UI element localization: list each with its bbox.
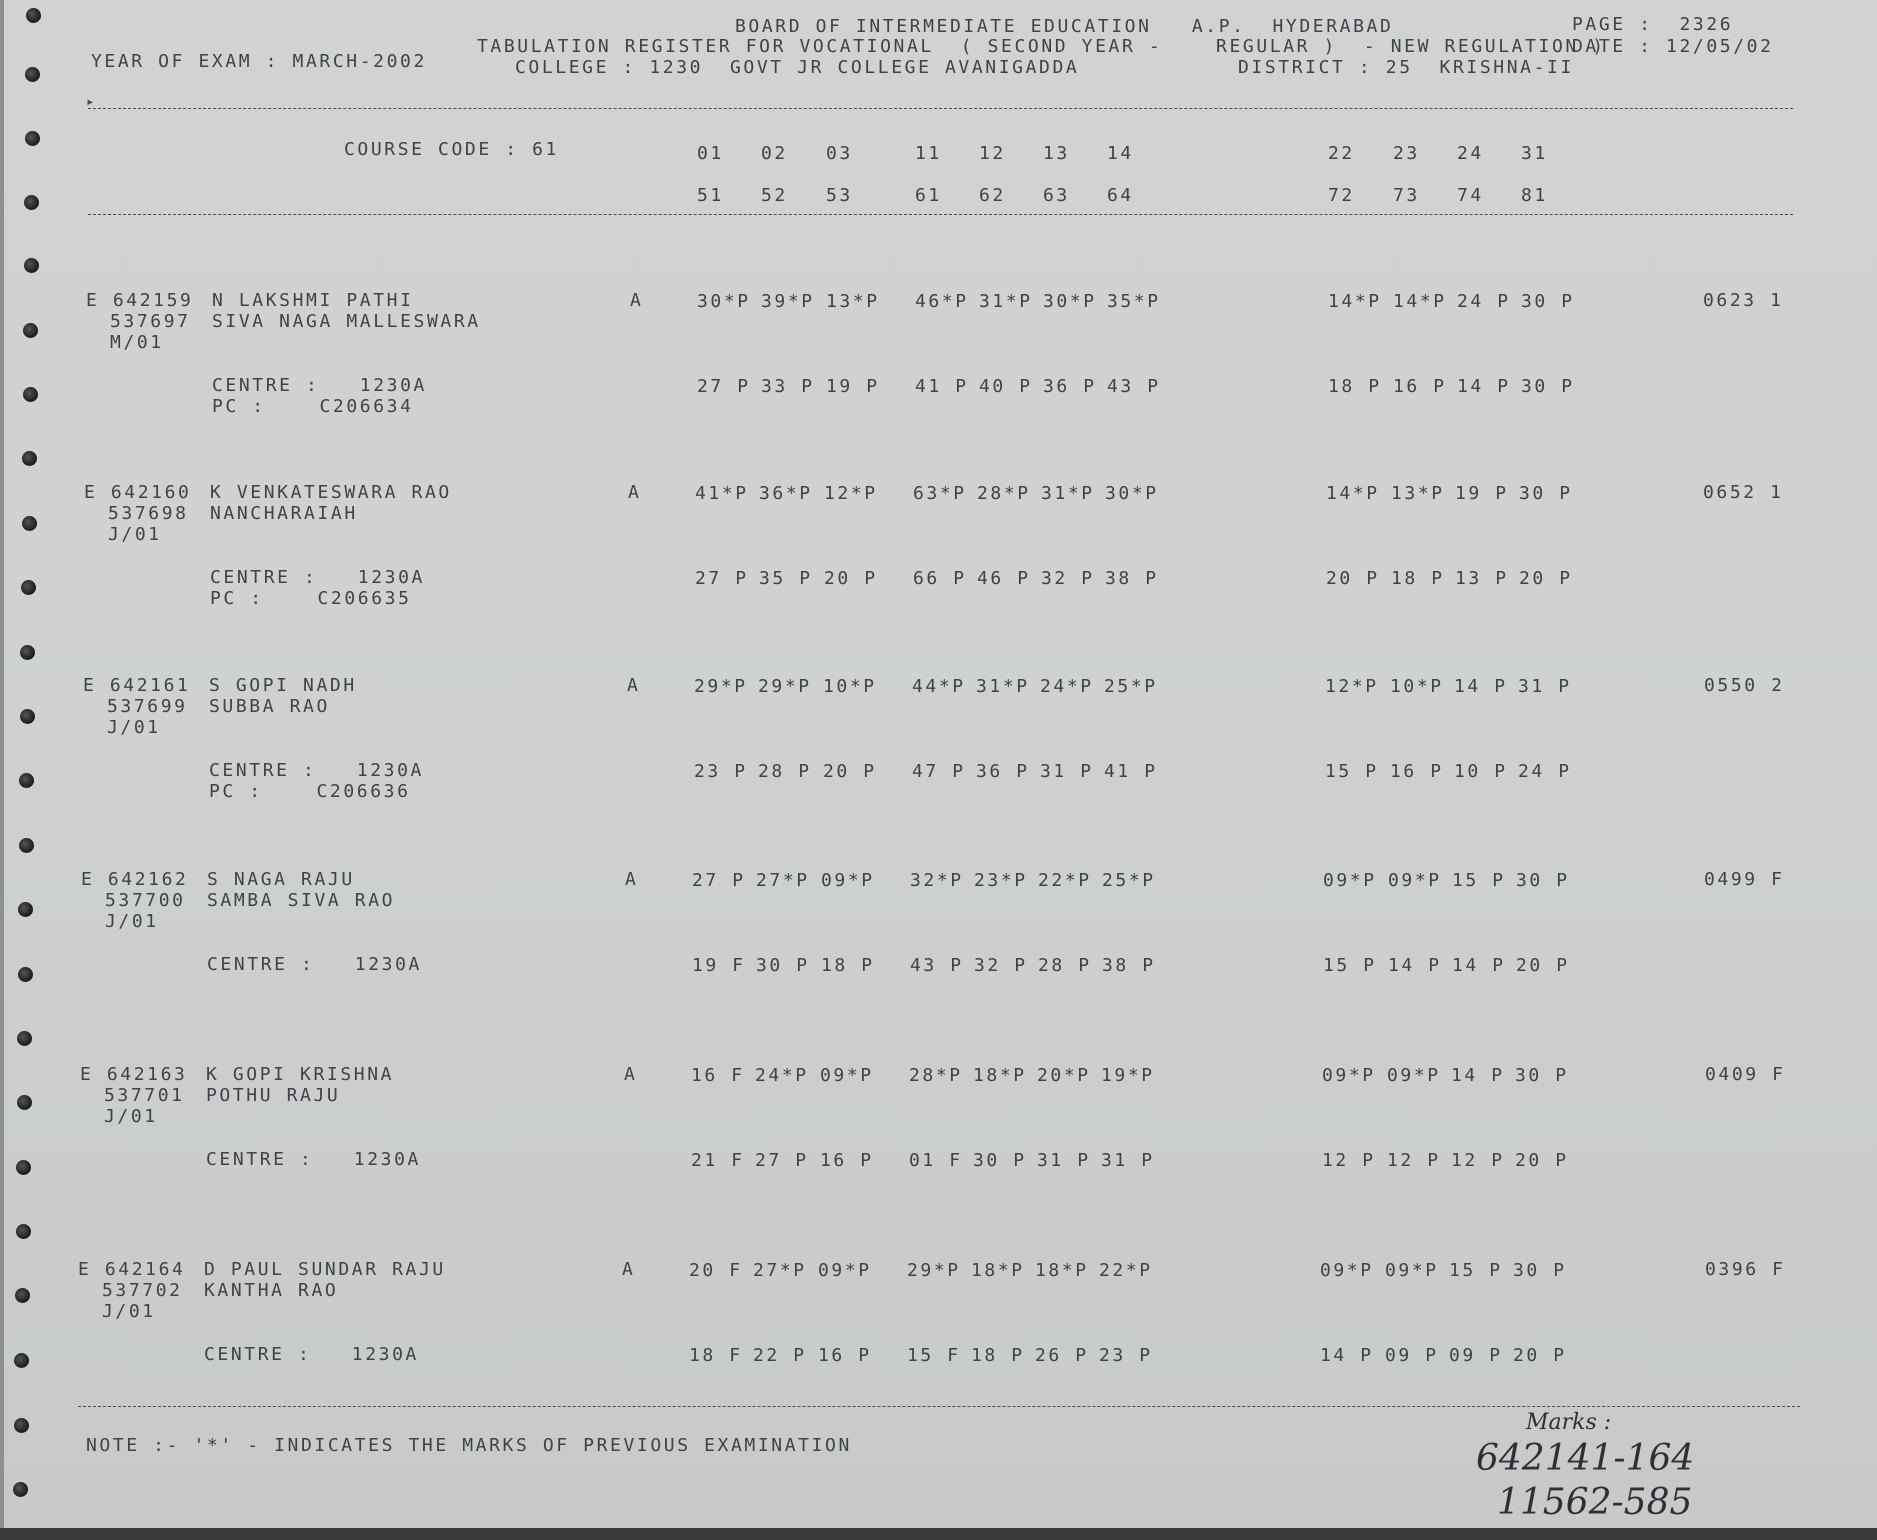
mark-cell: 10 P	[1454, 761, 1508, 782]
register-title: TABULATION REGISTER FOR VOCATIONAL ( SECOND YEAR - REGULAR ) - NEW REGULATION )	[477, 36, 1606, 57]
feed-hole	[24, 258, 39, 273]
mark-cell: 31 P	[1040, 761, 1094, 782]
subject-code: 12	[979, 143, 1006, 164]
mark-cell: 38 P	[1102, 955, 1156, 976]
mark-cell: 24*P	[1040, 676, 1094, 697]
feed-hole	[15, 1288, 30, 1303]
feed-hole	[19, 773, 34, 788]
mark-cell: 24*P	[755, 1065, 809, 1086]
mark-cell: 63*P	[913, 483, 967, 504]
mark-cell: 20 P	[1519, 568, 1573, 589]
exam-centre: CENTRE : 1230A	[212, 375, 427, 396]
mark-cell: 38 P	[1105, 568, 1159, 589]
total-result: 0499 F	[1704, 869, 1785, 890]
mark-cell: 44*P	[912, 676, 966, 697]
mark-cell: 28*P	[909, 1065, 963, 1086]
register-number: 537699	[107, 696, 188, 717]
mark-cell: 10*P	[823, 676, 877, 697]
mark-cell: 13*P	[1391, 483, 1445, 504]
subject-code: 14	[1107, 143, 1134, 164]
medium-code: J/01	[102, 1301, 156, 1322]
mark-cell: 30 P	[1519, 483, 1573, 504]
mark-cell: 46*P	[915, 291, 969, 312]
father-name: SUBBA RAO	[209, 696, 330, 717]
mark-cell: 27*P	[756, 870, 810, 891]
mark-cell: 20 P	[823, 761, 877, 782]
feed-hole	[18, 902, 33, 917]
total-result: 0396 F	[1705, 1259, 1786, 1280]
grade-letter: A	[622, 1259, 636, 1280]
mark-cell: 30*P	[1043, 291, 1097, 312]
mark-cell: 39*P	[761, 291, 815, 312]
mark-cell: 30 P	[1521, 291, 1575, 312]
exam-centre: CENTRE : 1230A	[209, 760, 424, 781]
feed-hole	[18, 967, 33, 982]
handwritten-marks-label: Marks :	[1526, 1410, 1612, 1435]
medium-code: J/01	[107, 717, 161, 738]
mark-cell: 41 P	[915, 376, 969, 397]
mark-cell: 13 P	[1455, 568, 1509, 589]
mark-cell: 36 P	[976, 761, 1030, 782]
mark-cell: 14 P	[1320, 1345, 1374, 1366]
hall-ticket-number: E 642160	[84, 482, 192, 503]
feed-hole	[23, 323, 38, 338]
page-number: PAGE : 2326	[1572, 14, 1734, 35]
subject-code: 31	[1521, 143, 1548, 164]
feed-hole	[20, 709, 35, 724]
mark-cell: 20*P	[1037, 1065, 1091, 1086]
mark-cell: 16 P	[820, 1150, 874, 1171]
mark-cell: 15 P	[1325, 761, 1379, 782]
pc-number: PC : C206634	[212, 396, 414, 417]
grade-letter: A	[628, 482, 642, 503]
student-name: K GOPI KRISHNA	[206, 1064, 395, 1085]
student-name: S GOPI NADH	[209, 675, 357, 696]
mark-cell: 41*P	[695, 483, 749, 504]
arrow-mark-icon: ▸	[86, 94, 95, 110]
total-result: 0623 1	[1703, 290, 1784, 311]
grade-letter: A	[625, 869, 639, 890]
subject-code: 64	[1107, 185, 1134, 206]
mark-cell: 25*P	[1104, 676, 1158, 697]
print-date: DATE : 12/05/02	[1572, 36, 1774, 57]
mark-cell: 27*P	[753, 1260, 807, 1281]
register-number: 537698	[108, 503, 189, 524]
mark-cell: 35 P	[759, 568, 813, 589]
mark-cell: 14*P	[1393, 291, 1447, 312]
mark-cell: 13*P	[826, 291, 880, 312]
column-header-divider	[88, 214, 1793, 215]
mark-cell: 12*P	[824, 483, 878, 504]
mark-cell: 18*P	[973, 1065, 1027, 1086]
mark-cell: 66 P	[913, 568, 967, 589]
subject-code: 72	[1328, 185, 1355, 206]
mark-cell: 27 P	[697, 376, 751, 397]
mark-cell: 32 P	[1041, 568, 1095, 589]
mark-cell: 35*P	[1107, 291, 1161, 312]
mark-cell: 12 P	[1451, 1150, 1505, 1171]
mark-cell: 23 P	[1099, 1345, 1153, 1366]
feed-hole	[25, 131, 40, 146]
mark-cell: 09*P	[820, 1065, 874, 1086]
feed-hole	[17, 1031, 32, 1046]
mark-cell: 18 P	[1391, 568, 1445, 589]
mark-cell: 30*P	[697, 291, 751, 312]
mark-cell: 20 F	[689, 1260, 743, 1281]
mark-cell: 18 P	[971, 1345, 1025, 1366]
mark-cell: 22 P	[753, 1345, 807, 1366]
hall-ticket-number: E 642162	[81, 869, 189, 890]
footnote: NOTE :- '*' - INDICATES THE MARKS OF PREVIOUS EXAMINATION	[86, 1435, 852, 1456]
exam-centre: CENTRE : 1230A	[210, 567, 425, 588]
mark-cell: 15 P	[1323, 955, 1377, 976]
mark-cell: 32 P	[974, 955, 1028, 976]
subject-code: 01	[697, 143, 724, 164]
subject-code: 02	[761, 143, 788, 164]
subject-code: 51	[697, 185, 724, 206]
feed-hole	[17, 1095, 32, 1110]
feed-hole	[25, 67, 40, 82]
mark-cell: 20 P	[1326, 568, 1380, 589]
subject-code: 61	[915, 185, 942, 206]
feed-hole	[22, 451, 37, 466]
mark-cell: 14 P	[1451, 1065, 1505, 1086]
mark-cell: 12 P	[1387, 1150, 1441, 1171]
mark-cell: 41 P	[1104, 761, 1158, 782]
mark-cell: 10*P	[1390, 676, 1444, 697]
mark-cell: 14*P	[1328, 291, 1382, 312]
mark-cell: 47 P	[912, 761, 966, 782]
feed-hole	[14, 1418, 29, 1433]
subject-code: 73	[1393, 185, 1420, 206]
mark-cell: 15 P	[1449, 1260, 1503, 1281]
mark-cell: 18 P	[1328, 376, 1382, 397]
handwritten-reg-range: 11562-585	[1497, 1482, 1693, 1523]
hall-ticket-number: E 642161	[83, 675, 191, 696]
sheet-bottom-edge	[0, 1528, 1877, 1540]
pc-number: PC : C206635	[210, 588, 412, 609]
student-name: N LAKSHMI PATHI	[212, 290, 414, 311]
mark-cell: 20 P	[1513, 1345, 1567, 1366]
mark-cell: 33 P	[761, 376, 815, 397]
father-name: NANCHARAIAH	[210, 503, 358, 524]
feed-hole	[20, 645, 35, 660]
mark-cell: 30 P	[1513, 1260, 1567, 1281]
mark-cell: 24 P	[1518, 761, 1572, 782]
father-name: SAMBA SIVA RAO	[207, 890, 396, 911]
father-name: SIVA NAGA MALLESWARA	[212, 311, 481, 332]
mark-cell: 18 F	[689, 1345, 743, 1366]
mark-cell: 09*P	[1388, 870, 1442, 891]
student-name: K VENKATESWARA RAO	[210, 482, 452, 503]
medium-code: J/01	[105, 911, 159, 932]
hall-ticket-number: E 642163	[80, 1064, 188, 1085]
mark-cell: 14 P	[1457, 376, 1511, 397]
subject-code: 24	[1457, 143, 1484, 164]
mark-cell: 30 P	[1515, 1065, 1569, 1086]
mark-cell: 30 P	[756, 955, 810, 976]
mark-cell: 12*P	[1325, 676, 1379, 697]
feed-hole	[22, 516, 37, 531]
mark-cell: 15 F	[907, 1345, 961, 1366]
mark-cell: 09 P	[1449, 1345, 1503, 1366]
mark-cell: 21 F	[691, 1150, 745, 1171]
feed-hole	[19, 838, 34, 853]
mark-cell: 16 F	[691, 1065, 745, 1086]
mark-cell: 36 P	[1043, 376, 1097, 397]
mark-cell: 29*P	[758, 676, 812, 697]
header-divider	[88, 108, 1793, 109]
mark-cell: 09*P	[1385, 1260, 1439, 1281]
grade-letter: A	[627, 675, 641, 696]
medium-code: M/01	[110, 332, 164, 353]
mark-cell: 30 P	[1521, 376, 1575, 397]
mark-cell: 18 P	[821, 955, 875, 976]
mark-cell: 43 P	[910, 955, 964, 976]
mark-cell: 30 P	[973, 1150, 1027, 1171]
feed-hole	[14, 1353, 29, 1368]
mark-cell: 09*P	[1320, 1260, 1374, 1281]
pc-number: PC : C206636	[209, 781, 411, 802]
total-result: 0652 1	[1703, 482, 1784, 503]
feed-hole	[13, 1482, 28, 1497]
mark-cell: 09*P	[1323, 870, 1377, 891]
mark-cell: 28 P	[758, 761, 812, 782]
total-result: 0550 2	[1704, 675, 1785, 696]
mark-cell: 20 P	[824, 568, 878, 589]
register-number: 537700	[105, 890, 186, 911]
exam-centre: CENTRE : 1230A	[204, 1344, 419, 1365]
mark-cell: 19 P	[826, 376, 880, 397]
mark-cell: 22*P	[1099, 1260, 1153, 1281]
mark-cell: 18*P	[1035, 1260, 1089, 1281]
feed-hole	[26, 8, 41, 23]
mark-cell: 09*P	[818, 1260, 872, 1281]
mark-cell: 31*P	[1041, 483, 1095, 504]
mark-cell: 16 P	[1390, 761, 1444, 782]
mark-cell: 31 P	[1518, 676, 1572, 697]
mark-cell: 27 P	[695, 568, 749, 589]
exam-centre: CENTRE : 1230A	[206, 1149, 421, 1170]
feed-hole	[16, 1160, 31, 1175]
mark-cell: 09*P	[1322, 1065, 1376, 1086]
mark-cell: 15 P	[1452, 870, 1506, 891]
mark-cell: 12 P	[1322, 1150, 1376, 1171]
mark-cell: 09 P	[1385, 1345, 1439, 1366]
student-name: S NAGA RAJU	[207, 869, 355, 890]
college-name: COLLEGE : 1230 GOVT JR COLLEGE AVANIGADDA	[515, 57, 1080, 78]
feed-hole	[16, 1224, 31, 1239]
feed-hole	[24, 195, 39, 210]
mark-cell: 32*P	[910, 870, 964, 891]
subject-code: 23	[1393, 143, 1420, 164]
mark-cell: 31 P	[1037, 1150, 1091, 1171]
medium-code: J/01	[108, 524, 162, 545]
mark-cell: 20 P	[1515, 1150, 1569, 1171]
course-code: COURSE CODE : 61	[344, 139, 559, 160]
sheet-left-edge	[0, 0, 4, 1528]
mark-cell: 46 P	[977, 568, 1031, 589]
mark-cell: 14 P	[1452, 955, 1506, 976]
mark-cell: 22*P	[1038, 870, 1092, 891]
register-number: 537702	[102, 1280, 183, 1301]
grade-letter: A	[624, 1064, 638, 1085]
hall-ticket-number: E 642164	[78, 1259, 186, 1280]
register-number: 537697	[110, 311, 191, 332]
subject-code: 22	[1328, 143, 1355, 164]
grade-letter: A	[630, 290, 644, 311]
total-result: 0409 F	[1705, 1064, 1786, 1085]
mark-cell: 16 P	[818, 1345, 872, 1366]
subject-code: 52	[761, 185, 788, 206]
feed-hole	[23, 387, 38, 402]
mark-cell: 43 P	[1107, 376, 1161, 397]
mark-cell: 20 P	[1516, 955, 1570, 976]
district-name: DISTRICT : 25 KRISHNA-II	[1238, 57, 1574, 78]
handwritten-hall-range: 642141-164	[1476, 1438, 1695, 1479]
year-of-exam: YEAR OF EXAM : MARCH-2002	[91, 51, 427, 72]
footer-divider	[78, 1406, 1800, 1407]
mark-cell: 24 P	[1457, 291, 1511, 312]
feed-hole	[21, 580, 36, 595]
mark-cell: 14 P	[1388, 955, 1442, 976]
subject-code: 81	[1521, 185, 1548, 206]
student-name: D PAUL SUNDAR RAJU	[204, 1259, 446, 1280]
mark-cell: 27 P	[755, 1150, 809, 1171]
mark-cell: 28 P	[1038, 955, 1092, 976]
mark-cell: 28*P	[977, 483, 1031, 504]
mark-cell: 36*P	[759, 483, 813, 504]
mark-cell: 27 P	[692, 870, 746, 891]
subject-code: 63	[1043, 185, 1070, 206]
father-name: POTHU RAJU	[206, 1085, 341, 1106]
mark-cell: 19*P	[1101, 1065, 1155, 1086]
mark-cell: 30*P	[1105, 483, 1159, 504]
mark-cell: 16 P	[1393, 376, 1447, 397]
mark-cell: 29*P	[694, 676, 748, 697]
mark-cell: 23*P	[974, 870, 1028, 891]
mark-cell: 01 F	[909, 1150, 963, 1171]
mark-cell: 31*P	[976, 676, 1030, 697]
mark-cell: 09*P	[821, 870, 875, 891]
mark-cell: 30 P	[1516, 870, 1570, 891]
exam-centre: CENTRE : 1230A	[207, 954, 422, 975]
mark-cell: 31 P	[1101, 1150, 1155, 1171]
medium-code: J/01	[104, 1106, 158, 1127]
subject-code: 74	[1457, 185, 1484, 206]
register-number: 537701	[104, 1085, 185, 1106]
hall-ticket-number: E 642159	[86, 290, 194, 311]
mark-cell: 18*P	[971, 1260, 1025, 1281]
mark-cell: 19 F	[692, 955, 746, 976]
mark-cell: 40 P	[979, 376, 1033, 397]
subject-code: 03	[826, 143, 853, 164]
subject-code: 11	[915, 143, 942, 164]
father-name: KANTHA RAO	[204, 1280, 339, 1301]
subject-code: 53	[826, 185, 853, 206]
mark-cell: 14*P	[1326, 483, 1380, 504]
subject-code: 62	[979, 185, 1006, 206]
mark-cell: 23 P	[694, 761, 748, 782]
mark-cell: 31*P	[979, 291, 1033, 312]
mark-cell: 14 P	[1454, 676, 1508, 697]
subject-code: 13	[1043, 143, 1070, 164]
mark-cell: 09*P	[1387, 1065, 1441, 1086]
mark-cell: 26 P	[1035, 1345, 1089, 1366]
board-title: BOARD OF INTERMEDIATE EDUCATION A.P. HYDERABAD	[735, 16, 1394, 37]
mark-cell: 29*P	[907, 1260, 961, 1281]
mark-cell: 25*P	[1102, 870, 1156, 891]
mark-cell: 19 P	[1455, 483, 1509, 504]
